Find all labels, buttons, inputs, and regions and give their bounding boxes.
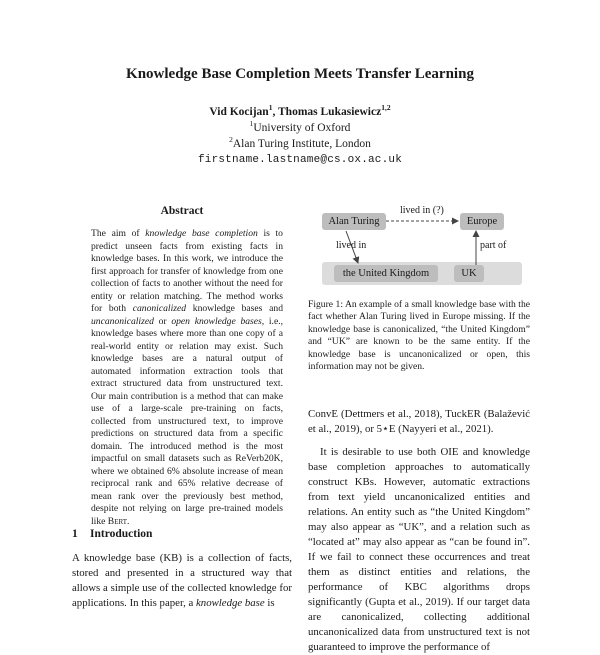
abstract-emphasis: knowledge base completion <box>145 228 258 239</box>
edge-label-lived-in-question: lived in (?) <box>400 205 444 216</box>
affiliation-name: Alan Turing Institute, London <box>232 138 371 150</box>
edge-label-part-of: part of <box>480 240 507 251</box>
figure-1-diagram <box>308 205 530 295</box>
node-alan-turing: Alan Turing <box>322 213 386 230</box>
author-name: Thomas Lukasiewicz <box>278 106 382 118</box>
author-email: firstname.lastname@cs.ox.ac.uk <box>197 154 403 166</box>
abstract-fragment: . <box>127 515 130 527</box>
abstract-fragment: knowledge bases and <box>186 303 283 314</box>
body-paragraph: ConvE (Dettmers et al., 2018), TuckER (Balažević et al., 2019), or 5⋆E (Nayyeri et al., 2021). <box>308 408 530 436</box>
abstract-fragment: The aim of <box>91 228 146 239</box>
right-column <box>308 205 530 655</box>
affiliation-marker: 1,2 <box>381 103 391 113</box>
abstract-fragment: or <box>153 315 172 327</box>
bert-name: Bert <box>107 515 127 527</box>
node-uk: UK <box>454 265 484 282</box>
abstract-fragment: is to predict unseen facts from existing facts in knowledge bases. In this work, we introduce the first approach for transfer of knowledge from one collection of facts to another without the need for entity or relation matching. The method works for both <box>91 228 283 314</box>
abstract-fragment: , i.e., knowledge bases where more than one copy of a real-world entity or relation may exist. Such knowledge bases are a natural output of automated information extraction tools that extract structured data from unstructured text. Our main contribution is a method that can make use of a large-scale pre-training on facts, collected from unstructured text, to improve predictions on structured data from a specific domain. The introduced method is the most impactful on small datasets such as ReVerb20K, where we obtained 6% absolute increase of mean reciprocal rank and 65% relative decrease of mean rank over the previously best method, despite not relying on large pre-trained models like <box>91 315 284 527</box>
abstract-emphasis: uncanonicalized <box>91 315 154 327</box>
intro-fragment: is <box>264 597 275 609</box>
abstract-text <box>91 228 283 528</box>
author-name: Vid Kocijan <box>209 106 269 118</box>
author-separator: , <box>272 106 279 118</box>
affiliation-marker: 2 <box>229 135 233 145</box>
introduction-text <box>72 551 292 611</box>
intro-fragment: A knowledge base (KB) is a collection of facts, stored and presented in a structured way that allows a simple use of the collected knowledge for applications. In this paper, a <box>72 552 292 609</box>
author-names <box>0 104 600 120</box>
paper-title: Knowledge Base Completion Meets Transfer Learning <box>126 66 474 82</box>
abstract-emphasis: open knowledge bases <box>171 315 262 327</box>
body-paragraph: It is desirable to use both OIE and knowledge base completion approaches to automatically construct KBs. However, automatic extractions from text yield uncanonicalized entities and relations. An entity such as “the United Kingdom” may also appear as “UK”, and a relation such as “located at” may also appear as “can be found in”. If we fail to connect these occurrences and treat them as distinct entities and relations, the performance of KBC algorithms drops significantly (Gupta et al., 2019). If our target data are canonicalized, collecting additional uncanonicalized data from unstructured text is not guaranteed to improve the performance of <box>308 446 530 654</box>
affiliation-name: University of Oxford <box>253 122 351 134</box>
left-column <box>72 205 292 528</box>
intro-emphasis: knowledge base <box>196 597 265 609</box>
section-title: Introduction <box>90 528 153 540</box>
edge-label-lived-in: lived in <box>336 240 367 251</box>
node-united-kingdom: the United Kingdom <box>334 265 438 282</box>
abstract-heading: Abstract <box>160 205 204 217</box>
affiliation-marker: 1 <box>268 103 273 113</box>
section-number: 1 <box>72 528 78 540</box>
affiliation <box>0 136 600 152</box>
author-block <box>0 104 600 168</box>
figure-caption: Figure 1: An example of a small knowledge base with the fact whether Alan Turing lived in Europe missing. If the knowledge base is canonicalized, “the United Kingdom” and “UK” are known to be the same entity. If the knowledge base is uncanonicalized or open, this information may not be given. <box>308 299 530 373</box>
abstract-emphasis: canonicalized <box>132 303 187 314</box>
node-europe: Europe <box>460 213 504 230</box>
affiliation <box>0 120 600 136</box>
section-heading-introduction <box>72 528 152 540</box>
affiliation-marker: 1 <box>249 119 254 129</box>
